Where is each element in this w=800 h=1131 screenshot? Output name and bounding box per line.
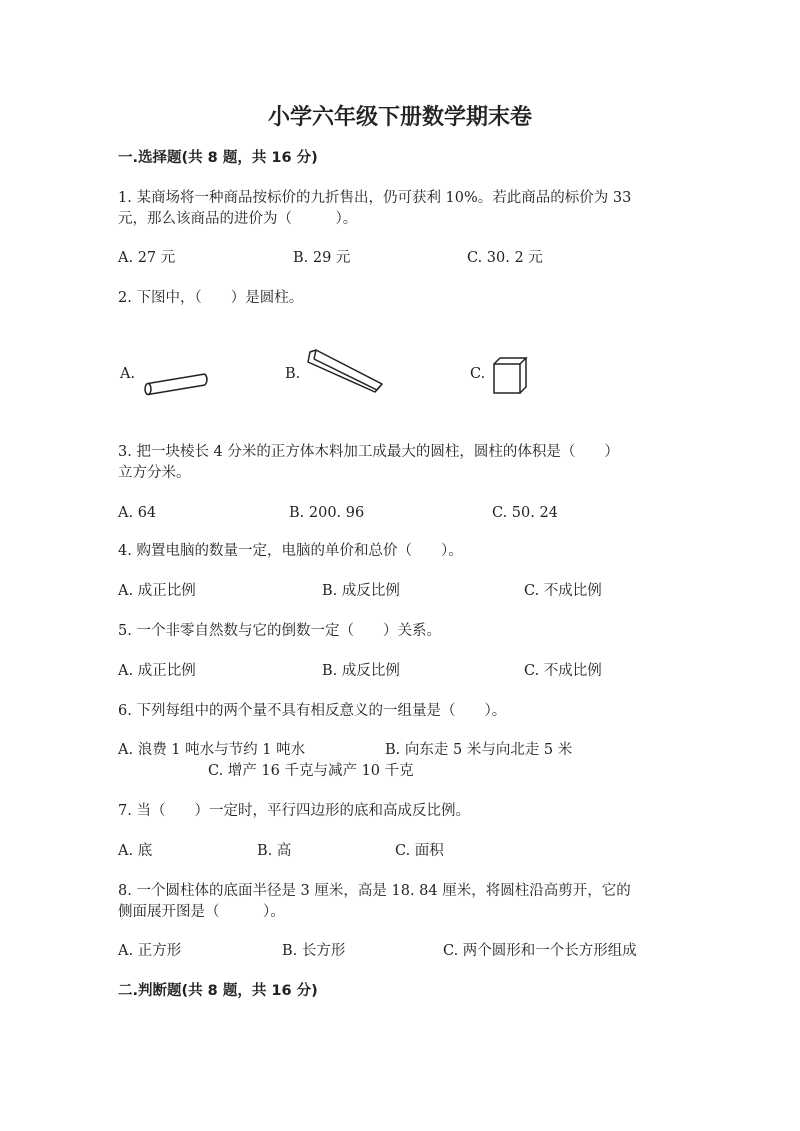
cylinder-figure [140, 370, 215, 400]
question-2-option-b: B. [285, 366, 301, 382]
question-5-option-c: C. 不成比例 [524, 663, 602, 679]
question-4-option-c: C. 不成比例 [524, 583, 602, 599]
question-8-text: 侧面展开图是（ ）。 [118, 904, 285, 920]
question-4-option-b: B. 成反比例 [322, 583, 400, 599]
question-4-text: 4. 购置电脑的数量一定，电脑的单价和总价（ ）。 [118, 543, 463, 559]
question-8-option-b: B. 长方形 [282, 943, 346, 959]
question-1-option-a: A. 27 元 [118, 250, 176, 266]
question-8-option-c: C. 两个圆形和一个长方形组成 [443, 943, 637, 959]
section-heading-choice: 一.选择题(共 8 题，共 16 分) [118, 150, 318, 166]
question-1-option-c: C. 30. 2 元 [467, 250, 543, 266]
question-3-option-c: C. 50. 24 [492, 505, 558, 521]
question-3-text: 立方分米。 [118, 465, 191, 481]
question-1-text: 元，那么该商品的进价为（ ）。 [118, 211, 358, 227]
question-3-option-b: B. 200. 96 [289, 505, 365, 521]
section-heading-judgement: 二.判断题(共 8 题，共 16 分) [118, 983, 318, 999]
question-2-text: 2. 下图中，（ ）是圆柱。 [118, 290, 304, 306]
question-7-option-c: C. 面积 [395, 843, 444, 859]
question-3-option-a: A. 64 [118, 505, 157, 521]
question-5-option-a: A. 成正比例 [118, 663, 196, 679]
question-6-option-a: A. 浪费 1 吨水与节约 1 吨水 [118, 742, 306, 758]
question-1-option-b: B. 29 元 [293, 250, 351, 266]
question-7-option-b: B. 高 [257, 843, 292, 859]
question-2-option-c: C. [470, 366, 486, 382]
cube-figure [490, 354, 530, 399]
question-3-text: 3. 把一块棱长 4 分米的正方体木料加工成最大的圆柱，圆柱的体积是（ ） [118, 444, 619, 460]
question-5-option-b: B. 成反比例 [322, 663, 400, 679]
question-6-text: 6. 下列每组中的两个量不具有相反意义的一组量是（ ）。 [118, 703, 507, 719]
question-8-text: 8. 一个圆柱体的底面半径是 3 厘米，高是 18. 84 厘米，将圆柱沿高剪开，它的 [118, 883, 631, 899]
question-6-option-c: C. 增产 16 千克与减产 10 千克 [208, 763, 414, 779]
question-8-option-a: A. 正方形 [118, 943, 182, 959]
prism-figure [300, 348, 390, 396]
question-5-text: 5. 一个非零自然数与它的倒数一定（ ）关系。 [118, 623, 441, 639]
question-1-text: 1. 某商场将一种商品按标价的九折售出，仍可获利 10%。若此商品的标价为 33 [118, 190, 632, 206]
question-6-option-b: B. 向东走 5 米与向北走 5 米 [385, 742, 573, 758]
question-7-text: 7. 当（ ）一定时，平行四边形的底和高成反比例。 [118, 803, 470, 819]
question-7-option-a: A. 底 [118, 843, 153, 859]
page-title: 小学六年级下册数学期末卷 [267, 105, 532, 130]
question-2-option-a: A. [120, 366, 136, 382]
question-4-option-a: A. 成正比例 [118, 583, 196, 599]
